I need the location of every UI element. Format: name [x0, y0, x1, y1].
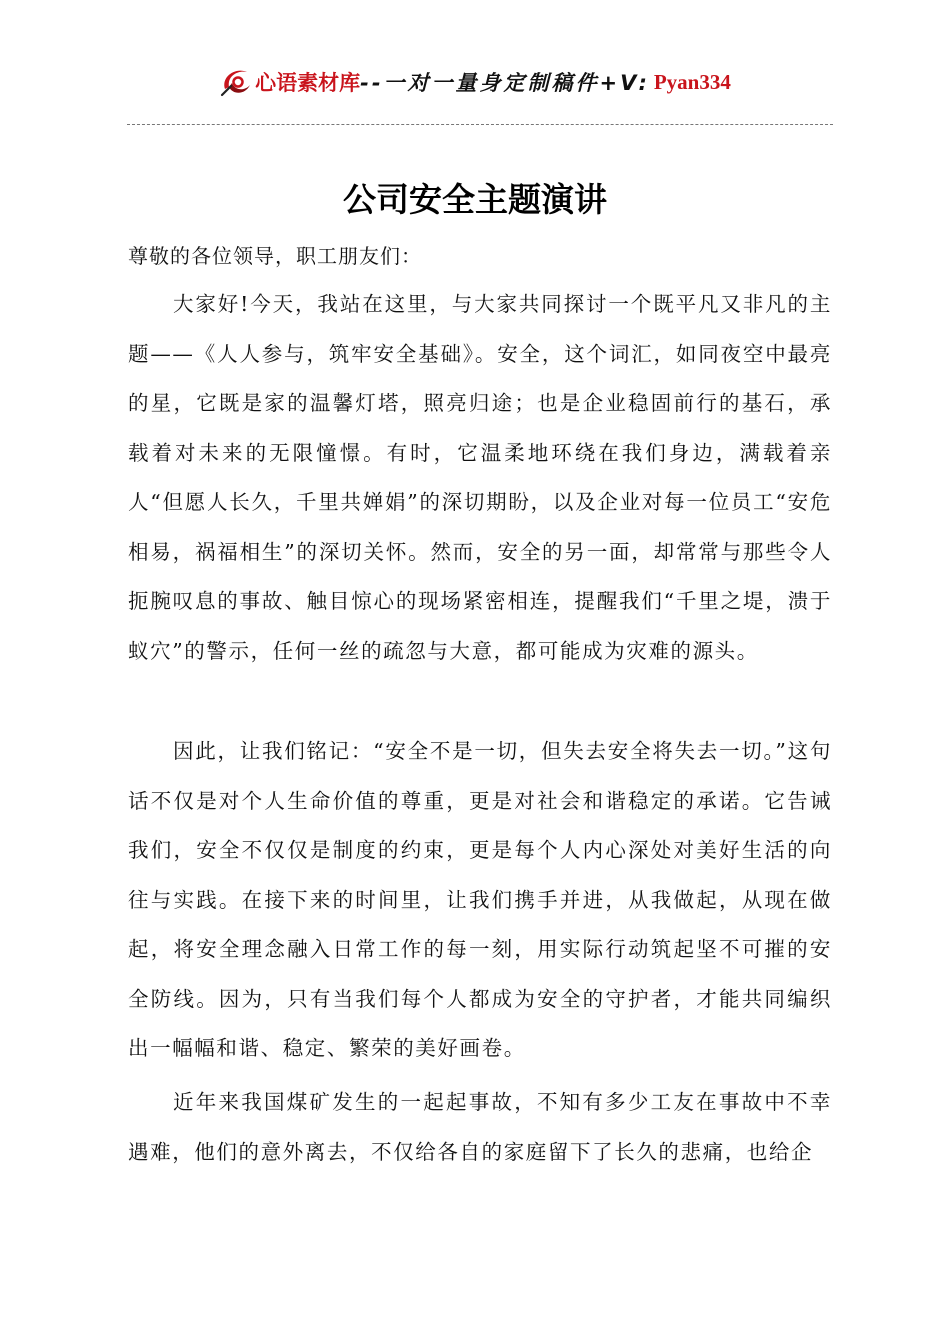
document-title: 公司安全主题演讲: [343, 180, 607, 219]
body-paragraph-1: 大家好!今天，我站在这里，与大家共同探讨一个既平凡又非凡的主题——《人人参与，筑牢安全基础》。安全，这个词汇，如同夜空中最亮的星，它既是家的温馨灯塔，照亮归途；也是企业稳固前行的基石，承载着对未来的无限憧憬。有时，它温柔地环绕在我们身边，满载着亲人“但愿人长久，千里共婵娟”的深切期盼，以及企业对每一位员工“安危相易，祸福相生”的深切关怀。然而，安全的另一面，却常常与那些令人扼腕叹息的事故、触目惊心的现场紧密相连，提醒我们“千里之堤，溃于蚁穴”的警示，任何一丝的疏忽与大意，都可能成为灾难的源头。: [128, 292, 832, 663]
header-divider: [127, 124, 833, 125]
page-header: [0, 62, 950, 102]
brand-name: 心语素材库: [255, 70, 361, 95]
brush-swirl-logo-icon: [219, 65, 253, 99]
body-paragraph-2: 因此，让我们铭记：“安全不是一切，但失去安全将失去一切。”这句话不仅是对个人生命价值的尊重，更是对社会和谐稳定的承诺。它告诫我们，安全不仅仅是制度的约束，更是每个人内心深处对美好生活的向往与实践。在接下来的时间里，让我们携手并进，从我做起，从现在做起，将安全理念融入日常工作的每一刻，用实际行动筑起坚不可摧的安全防线。因为，只有当我们每个人都成为安全的守护者，才能共同编织出一幅幅和谐、稳定、繁荣的美好画卷。: [128, 739, 832, 1060]
salutation: 尊敬的各位领导，职工朋友们：: [128, 244, 422, 268]
header-tagline: --一对一量身定制稿件+V:: [360, 71, 650, 95]
contact-id: Pyan334: [653, 69, 731, 94]
body-paragraph-3: 近年来我国煤矿发生的一起起事故，不知有多少工友在事故中不幸遇难，他们的意外离去，不仅给各自的家庭留下了长久的悲痛，也给企: [128, 1090, 832, 1164]
